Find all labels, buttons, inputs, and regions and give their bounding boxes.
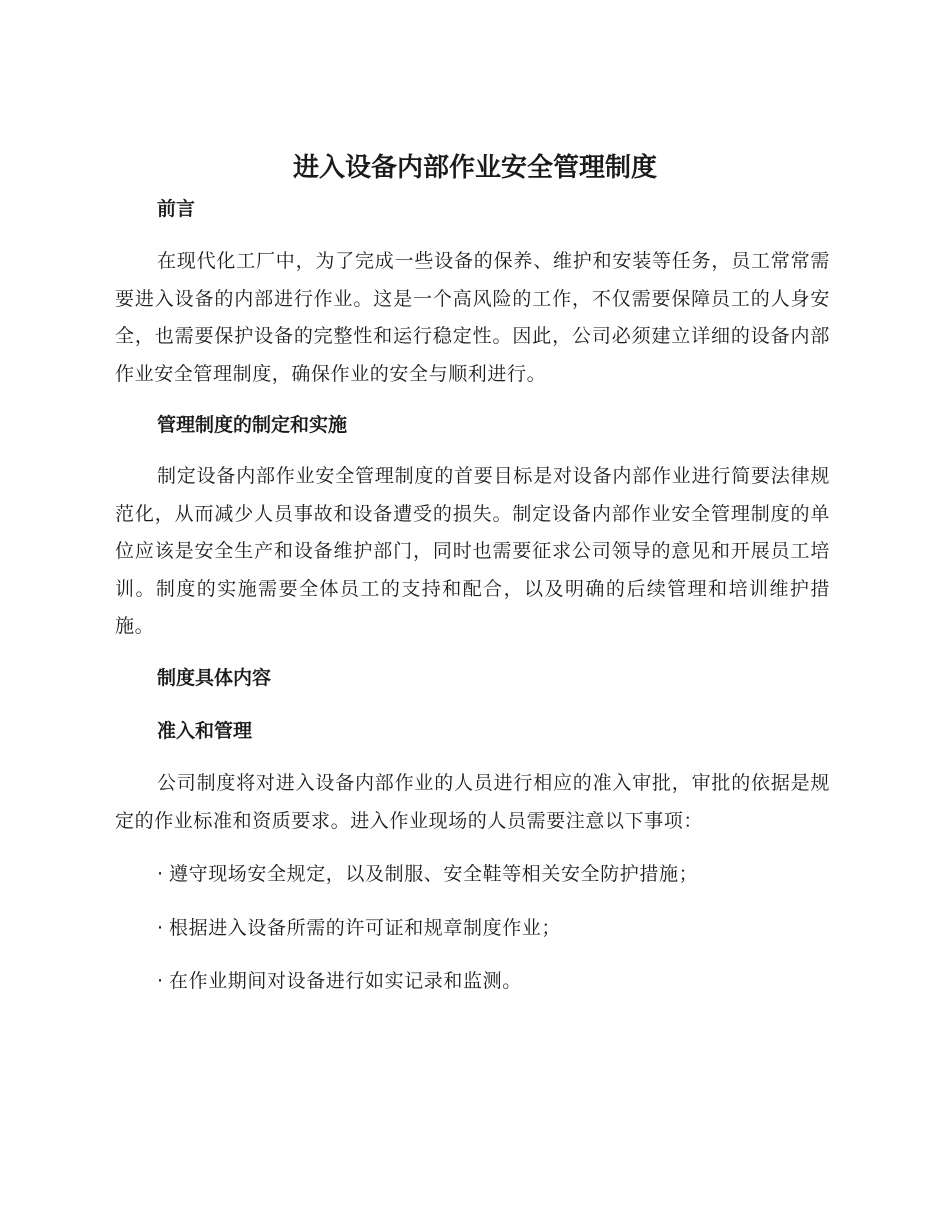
- list-item-text: 在作业期间对设备进行如实记录和监测。: [169, 970, 522, 992]
- section-heading-content: 制度具体内容: [157, 667, 272, 689]
- paragraph-preface: 在现代化工厂中，为了完成一些设备的保养、维护和安装等任务，员工常常需要进入设备的内部进行作业。这是一个高风险的工作，不仅需要保障员工的人身安全，也需要保护设备的完整性和运行稳定性。因此，公司必须建立详细的设备内部作业安全管理制度，确保作业的安全与顺利进行。: [115, 250, 830, 385]
- section-heading-formulation: 管理制度的制定和实施: [157, 414, 348, 436]
- list-item: [157, 860, 698, 888]
- bullet-marker: ·: [157, 970, 164, 992]
- list-item-text: 遵守现场安全规定，以及制服、安全鞋等相关安全防护措施；: [169, 863, 699, 885]
- section-heading-access: 准入和管理: [157, 720, 253, 742]
- bullet-marker: ·: [157, 917, 164, 939]
- paragraph-formulation: 制定设备内部作业安全管理制度的首要目标是对设备内部作业进行简要法律规范化，从而减少人员事故和设备遭受的损失。制定设备内部作业安全管理制度的单位应该是安全生产和设备维护部门，同时也需要征求公司领导的意见和开展员工培训。制度的实施需要全体员工的支持和配合，以及明确的后续管理和培训维护措施。: [115, 465, 830, 637]
- page-title: 进入设备内部作业安全管理制度: [292, 153, 657, 183]
- paragraph-access: 公司制度将对进入设备内部作业的人员进行相应的准入审批，审批的依据是规定的作业标准和资质要求。进入作业现场的人员需要注意以下事项：: [115, 772, 830, 832]
- bullet-marker: ·: [157, 863, 164, 885]
- list-item-text: 根据进入设备所需的许可证和规章制度作业；: [169, 917, 562, 939]
- list-item: [157, 967, 522, 995]
- list-item: [157, 914, 561, 942]
- section-heading-preface: 前言: [157, 198, 196, 220]
